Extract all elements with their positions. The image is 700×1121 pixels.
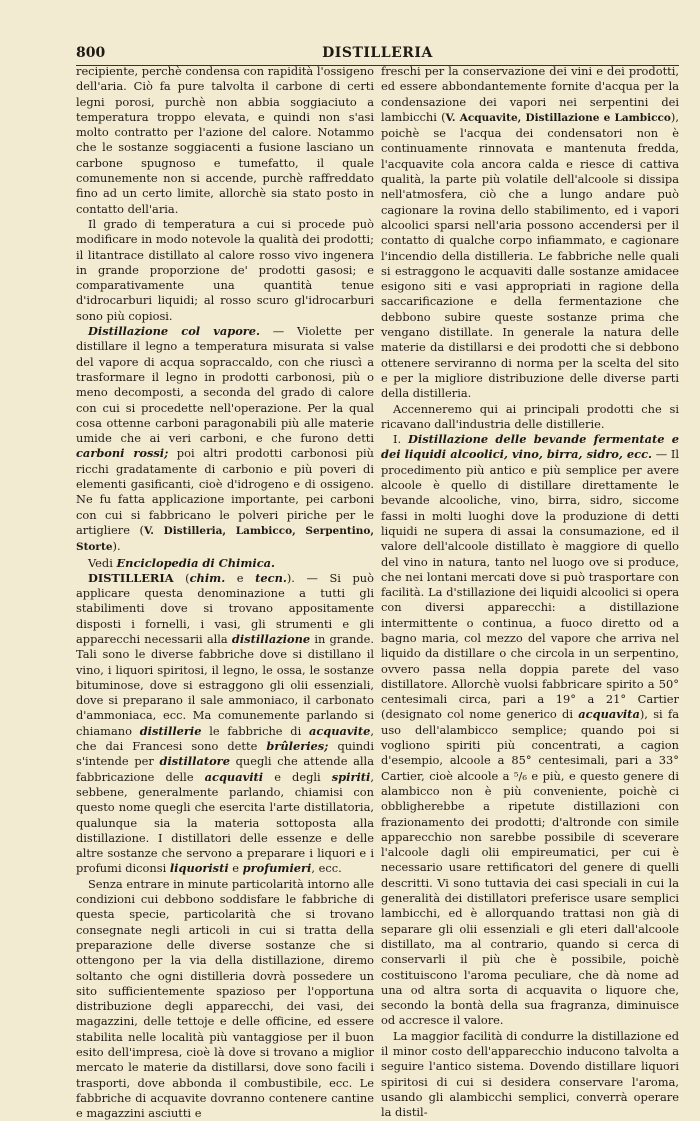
entry-headword: DISTILLERIA [88, 570, 174, 585]
cross-reference: V. Acquavite, Distillazione e Lambicco [445, 111, 671, 124]
left-column [76, 64, 374, 1121]
section-heading: Distillazione delle bevande fermentate e dei liquidi alcoolici, vino, birra, sidro, ecc. [381, 432, 679, 462]
page-header [76, 43, 679, 66]
paragraph-distillazione-col-vapore: Distillazione col vapore. — Violette per distillare il legno a temperatura misurata si valse del vapore di acqua sopraccaldo, con che riuscì a trasformare il legno in prodotti carbonosi, più o meno decomposti, a seconda del grado di calore con cui si procedette nell'operazione. Per la qual cosa ottenne carboni paragonabili più alle materie umide che ai veri carboni, e che furono detti carboni rossi; poi altri prodotti carbonosi più ricchi gradatamente di carbonio e più poveri di elementi gasificanti, cioè d'idrogeno e di ossigeno. Ne fu fatta applicazione importante, pei carboni con cui si fabbricano le polveri piriche per le artigliere (V. Distilleria, Lambicco, Serpentino, Storte). [76, 324, 374, 554]
page-number: 800 [76, 45, 106, 61]
paragraph-see-also: Vedi Enciclopedia di Chimica. [88, 555, 276, 570]
paragraph-section-i: I. Distillazione delle bevande fermentate e dei liquidi alcoolici, vino, birra, sidro, ecc. — Il procedimento più antico e più semplice per avere alcoole è quello di distillare direttamente le bevande alcooliche, vino, birra, sidro, siccome fassi in molti luoghi dove la produzione di detti liquidi ne supera di assai la consumazione, ed il valore dell'alcoole distillato è maggiore di quello del vino in natura, tanto nel luogo ove si produce, che nei lontani mercati dove si può trasportare con facilità. La d'stillazione dei liquidi alcoolici si opera con diversi apparecchi: a distillazione intermittente o continua, a fuoco diretto od a bagno maria, col mezzo del vapore che arriva nel liquido da distillare o che circola in un serpentino, ovvero passa nella doppia parete del vaso distillatore. Allorchè vuolsi fabbricare spirito a 50° centesimali circa, pari a 19° a 21° Cartier (designato col nome generico di acquavita), si fa uso dell'alambicco semplice; quando poi si vogliono spiriti più concentrati, a cagion d'esempio, alcoole a 85° centesimali, pari a 33° Cartier, cioè alcoole a ⁵/₆ e più, e questo genere di alambicco non è più conveniente, poichè ci obbligherebbe a ripetute distillazioni con frazionamento dei prodotti; d'altronde con simile apparecchio non sarebbe possibile di sceverare l'alcoole dagli olii empireumatici, per cui è necessario usare rettificatori del genere di quelli descritti. Vi sono tuttavia dei casi speciali in cui la generalità dei distillatori preferisce usare semplici lambicchi, ed è allorquando trattasi non già di separare gli olii essenziali e gli eteri dall'alcoole distillato, ma al contrario, quando si cerca di conservarli il più che è possibile, poichè costituiscono l'aroma peculiare, che dà nome ad una od altra sorta di acquavita o liquore che, secondo la bontà della sua fragranza, diminuisce od accresce il valore. [381, 432, 679, 1028]
paragraph: recipiente, perchè condensa con rapidità l'ossigeno dell'aria. Ciò fa pure talvolta il carbone di certi legni porosi, purchè non abbia soggiaciuto a temperatura troppo elevata, e quindi non s'asi molto contratto per l'azione del calore. Notammo che le sostanze soggiacenti a fusione lasciano un carbone spugnoso e tumefatto, il quale comunemente non si accende, purchè raffreddato fino ad un certo limite, allorchè sia stato posto in contatto dell'aria. [76, 64, 375, 216]
paragraph-continued: freschi per la conservazione dei vini e dei prodotti, ed essere abbondantemente fornite d'acqua per la condensazione dei vapori nei serpentini dei lambicchi (V. Acquavite, Distillazione e Lambicco), poichè se l'acqua dei condensatori non è continuamente rinnovata e mantenuta fredda, l'acquavite cola ancora calda e riesce di cattiva qualità, la parte più volatile dell'alcoole si dissipa nell'atmosfera, ciò che a lungo andare può cagionare la rovina dello stabilimento, ed i vapori alcoolici sparsi nell'aria possono accendersi per il contatto di qualche corpo infiammato, e cagionare l'incendio della distilleria. Le fabbriche nelle quali si estraggono le acquaviti dalle sostanze amidacee esigono siti e vasi appropriati in ragione della saccarificazione e della fermentazione che debbono subire queste sostanze prima che vengano distillate. In generale la natura delle materie da distillarsi e dei prodotti che si debbono ottenere serviranno di norma per la scelta del sito e per la migliore distribuzione delle diverse parti della distilleria. [381, 64, 679, 401]
paragraph: Il grado di temperatura a cui si procede può modificare in modo notevole la qualità dei prodotti; il litantrace distillato al calore rosso vivo ingenera in grande proporzione de' prodotti gasosi; e comparativamente una quantità tenue d'idrocarburi liquidi; al rosso scuro gl'idrocarburi sono più copiosi. [76, 216, 374, 323]
running-title: DISTILLERIA [322, 45, 433, 61]
cross-reference: Enciclopedia di Chimica. [116, 555, 276, 570]
section-heading: Distillazione col vapore. [88, 324, 261, 339]
paragraph-distilleria-entry: DISTILLERIA (chim. e tecn.). — Si può applicare questa denominazione a tutti gli stabilimenti dove si trovano appositamente disposti i fornelli, i vasi, gli strumenti e gli apparecchi necessarii alla distillazione in grande. Tali sono le diverse fabbriche dove si distillano il vino, i liquori spiritosi, il legno, le ossa, le sostanze bituminose, dove si estraggono gli olii essenziali, dove si preparano il sale ammoniaco, il carbonato d'ammoniaca, ecc. Ma comunemente parlando si chiamano distillerie le fabbriche di acquavite, che dai Francesi sono dette brûleries; quindi s'intende per distillatore quegli che attende alla fabbricazione delle acquaviti e degli spiriti, sebbene, generalmente parlando, chiamisi con questo nome quegli che esercita l'arte distillatoria, qualunque sia la materia sottoposta alla distillazione. I distillatori delle essenze e delle altre sostanze che servono a preparare i liquori e i profumi diconsi liquoristi e profumieri, ecc. [76, 570, 375, 876]
right-column [381, 64, 679, 1120]
paragraph: Accenneremo qui ai principali prodotti che si ricavano dall'industria delle distillerie. [381, 401, 679, 431]
cross-reference: V. Distilleria, Lambicco, Serpentino, Storte [76, 524, 374, 554]
paragraph: Senza entrare in minute particolarità intorno alle condizioni cui debbono soddisfare le fabbriche di questa specie, particolarità che si trovano consegnate negli articoli in cui si tratta della preparazione delle diverse sostanze che si ottengono per la via della distillazione, diremo soltanto che ogni distilleria dovrà possedere un sito sufficientemente spazioso per l'opportuna distribuzione degli apparecchi, dei vasi, dei magazzini, delle tettoje e delle officine, ed essere stabilita nelle località più vantaggiose per il buon esito dell'impresa, cioè là dove si trovano a miglior mercato le materie da distillarsi, dove sono facili i trasporti, dove abbonda il combustibile, ecc. Le fabbriche di acquavite dovranno contenere cantine e magazzini asciutti e [76, 876, 374, 1121]
section-number: I. [393, 432, 408, 447]
paragraph: La maggior facilità di condurre la distillazione ed il minor costo dell'apparecchio inducono talvolta a seguire l'antico sistema. Dovendo distillare liquori spiritosi di cui si desidera conservare l'aroma, usando gli alambicchi semplici, converrà operare la distil- [381, 1028, 679, 1120]
